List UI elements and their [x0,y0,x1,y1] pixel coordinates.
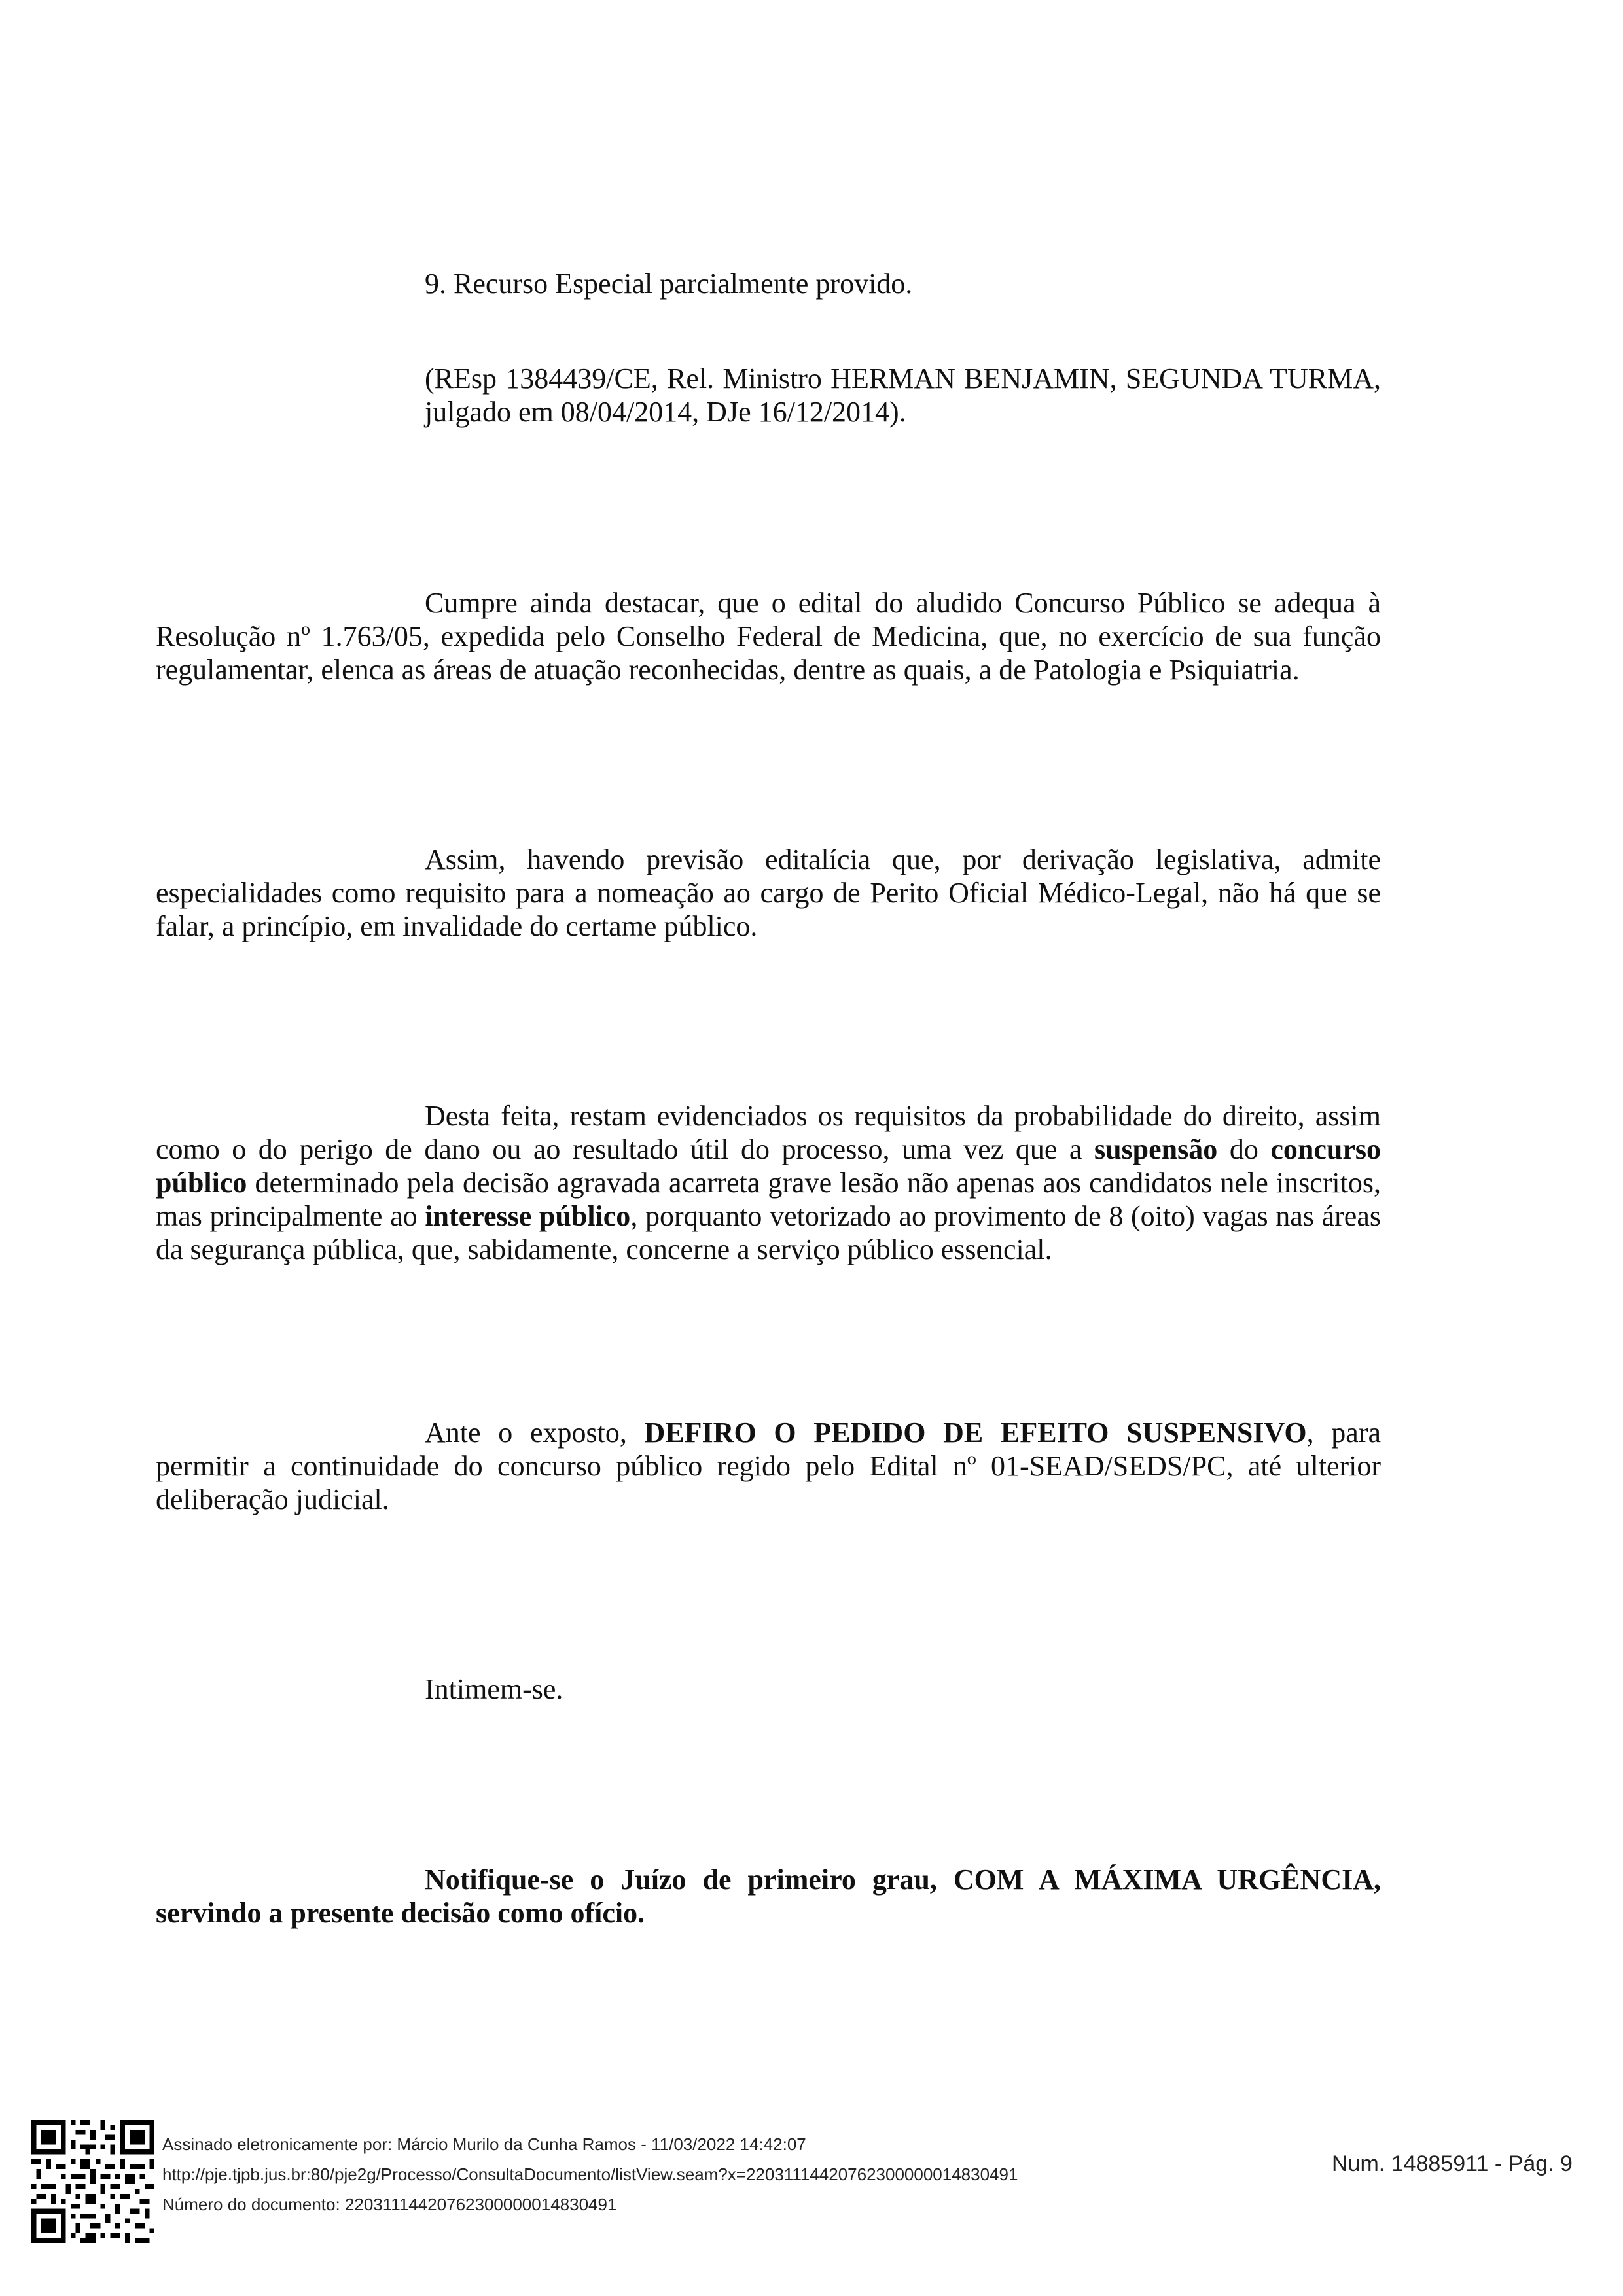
item-9: 9. Recurso Especial parcialmente provido. [425,268,913,300]
para4-line-1 [425,1416,1381,1450]
qr-code-icon [31,2120,154,2243]
para3-line-5: da segurança pública, que, sabidamente, concerne a serviço público essencial. [156,1233,1052,1265]
para2-line-3: falar, a princípio, em invalidade do certame público. [156,910,758,942]
para1-line-3: regulamentar, elenca as áreas de atuação reconhecidas, dentre as quais, a de Patologia e Psiquiatria. [156,654,1300,686]
para2-line-1: Assim, havendo previsão editalícia que, por derivação legislativa, admite [425,843,1381,875]
para4-line-2: permitir a continuidade do concurso público regido pelo Edital nº 01-SEAD/SEDS/PC, até ulterior [156,1450,1381,1482]
para3-line-3-text: determinado pela decisão agravada acarreta grave lesão não apenas aos candidatos nele inscritos, [255,1167,1381,1199]
footer-page-ref: Num. 14885911 - Pág. 9 [1332,2151,1573,2176]
para3-line-2-text: como o do perigo de dano ou ao resultado útil do processo, uma vez que a [156,1133,1082,1165]
para3-line-1: Desta feita, restam evidenciados os requisitos da probabilidade do direito, assim [425,1100,1381,1132]
intimem-se: Intimem-se. [425,1673,563,1705]
para4-line-1-text: Ante o exposto, [425,1417,627,1449]
para2-line-2: especialidades como requisito para a nomeação ao cargo de Perito Oficial Médico-Legal, não há que se [156,877,1381,909]
citation-line-1: (REsp 1384439/CE, Rel. Ministro HERMAN BENJAMIN, SEGUNDA TURMA, [425,362,1381,395]
footer-signed-by: Assinado eletronicamente por: Márcio Murilo da Cunha Ramos - 11/03/2022 14:42:07 [162,2134,806,2154]
notifique-line-2: servindo a presente decisão como ofício. [156,1897,645,1929]
para3-line-2 [156,1133,1381,1167]
bold-suspensao: suspensão [1094,1133,1218,1165]
para3-line-2-do: do [1229,1133,1258,1165]
para3-line-4 [156,1199,1381,1233]
bold-concurso: concurso [1270,1133,1381,1165]
para3-line-4-text: mas principalmente ao [156,1200,418,1232]
para3-line-4-rest: , porquanto vetorizado ao provimento de 8 (oito) vagas nas áreas [630,1200,1381,1232]
bold-interesse-publico: interesse público [425,1200,631,1232]
para4-line-1-rest: , para [1306,1417,1382,1449]
bold-publico: público [156,1167,247,1199]
para1-line-2: Resolução nº 1.763/05, expedida pelo Conselho Federal de Medicina, que, no exercício de sua função [156,620,1381,652]
notifique-line-1: Notifique-se o Juízo de primeiro grau, COM A MÁXIMA URGÊNCIA, [425,1863,1381,1896]
para1-line-1: Cumpre ainda destacar, que o edital do aludido Concurso Público se adequa à [425,587,1381,619]
para3-line-3 [156,1166,1381,1200]
bold-defiro: DEFIRO O PEDIDO DE EFEITO SUSPENSIVO [644,1417,1307,1449]
para4-line-3: deliberação judicial. [156,1483,389,1515]
footer-url[interactable]: http://pje.tjpb.jus.br:80/pje2g/Processo/ConsultaDocumento/listView.seam?x=22031114420762300000014830491 [162,2164,1018,2184]
citation-line-2: julgado em 08/04/2014, DJe 16/12/2014). [425,396,906,428]
footer-doc-number: Número do documento: 22031114420762300000014830491 [162,2195,617,2214]
